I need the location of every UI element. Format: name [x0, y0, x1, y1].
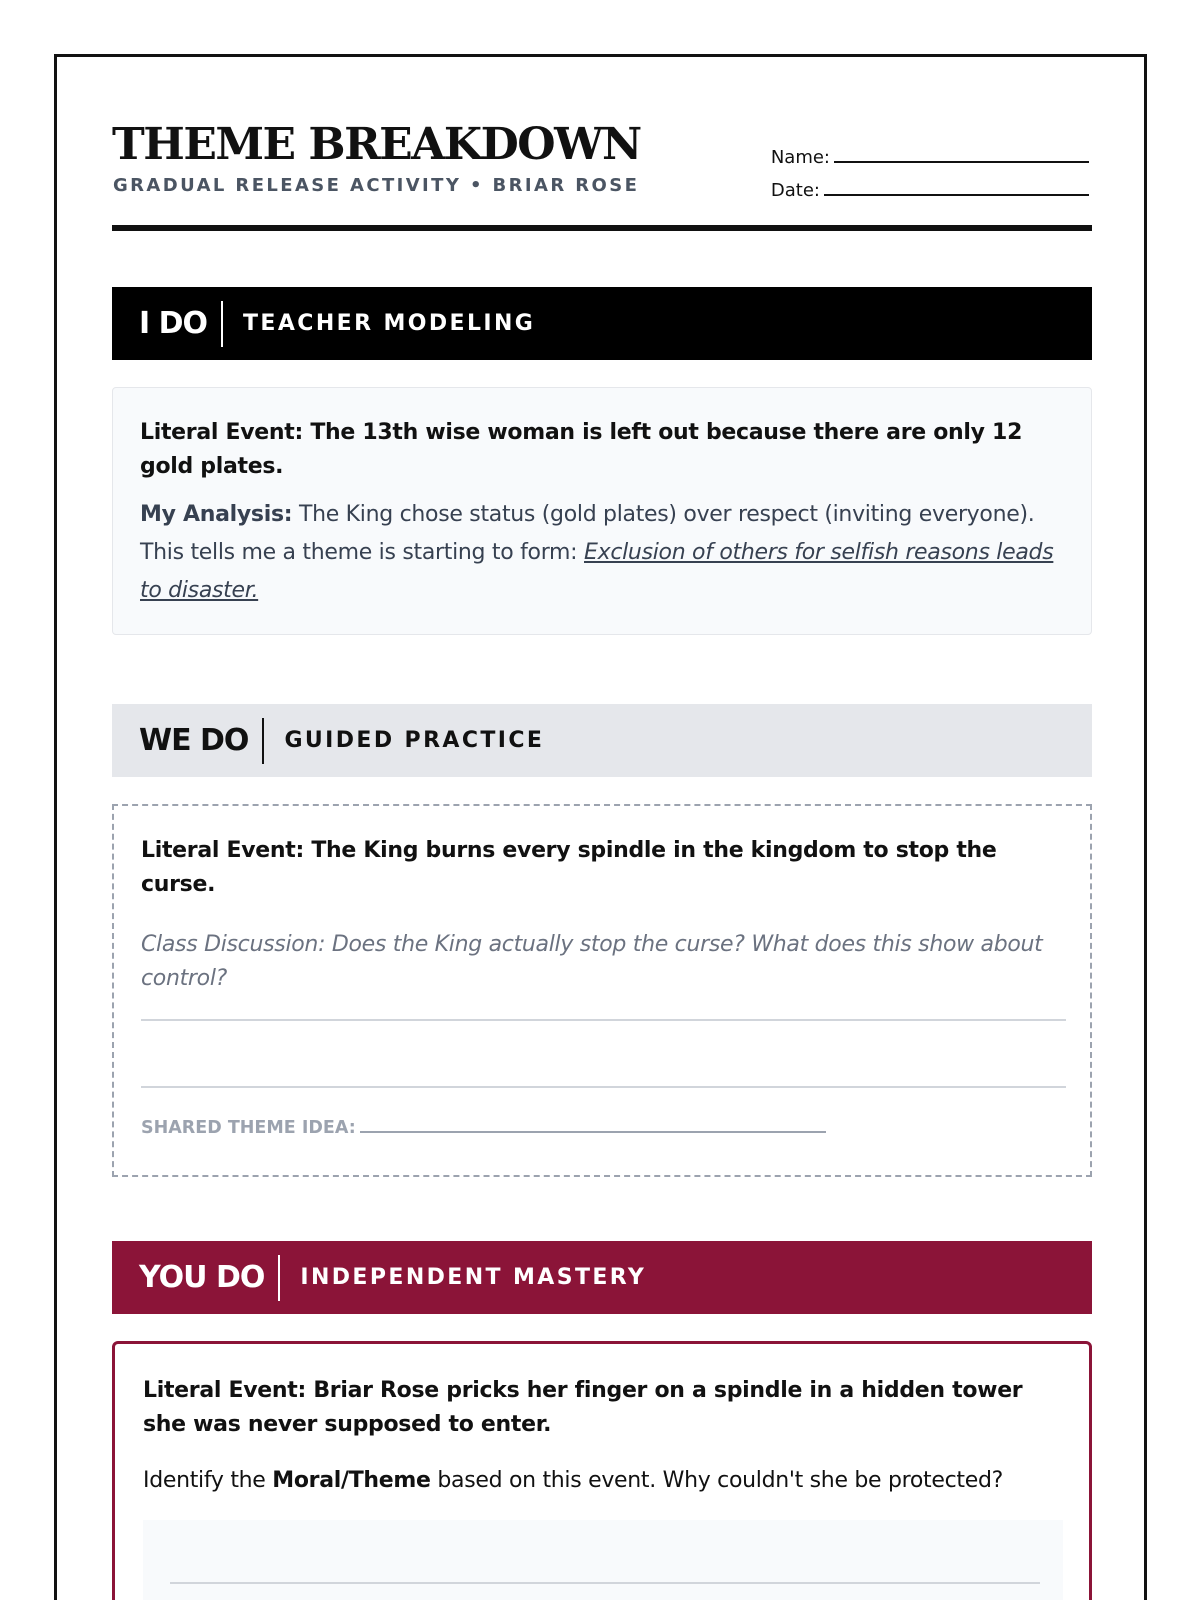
- worksheet-subtitle: GRADUAL RELEASE ACTIVITY • BRIAR ROSE: [113, 175, 640, 196]
- you-do-label: YOU DO: [139, 1255, 280, 1301]
- date-blank[interactable]: [824, 180, 1089, 196]
- prompt-bold: Moral/Theme: [272, 1468, 431, 1493]
- worksheet-page: [54, 54, 1147, 1600]
- i-do-section-header: [112, 287, 1092, 360]
- student-info-fields: [771, 141, 1089, 207]
- prompt-end: based on this event. Why couldn't she be protected?: [430, 1468, 1004, 1493]
- worksheet-title: THEME BREAKDOWN: [112, 119, 641, 170]
- you-do-heading: INDEPENDENT MASTERY: [300, 1265, 647, 1290]
- shared-theme-blank[interactable]: [360, 1119, 826, 1133]
- you-do-prompt: [143, 1464, 1061, 1498]
- analysis-label: My Analysis:: [140, 502, 293, 527]
- date-label: Date:: [770, 180, 820, 201]
- name-field[interactable]: [771, 141, 1089, 174]
- date-field[interactable]: [771, 174, 1089, 207]
- writing-line-2[interactable]: [141, 1086, 1066, 1088]
- you-do-box: [112, 1341, 1092, 1600]
- i-do-event: Literal Event: The 13th wise woman is left out because there are only 12 gold plates.: [140, 420, 1023, 479]
- i-do-analysis: [140, 496, 1064, 610]
- i-do-label: I DO: [139, 301, 223, 347]
- you-do-section-header: [112, 1241, 1092, 1314]
- you-do-event: Literal Event: Briar Rose pricks her finger on a spindle in a hidden tower she was never supposed to enter.: [143, 1378, 1023, 1437]
- we-do-section-header: [112, 704, 1092, 777]
- analysis-text: The King chose status (gold plates) over respect (inviting everyone). This tells me a theme is starting to form:: [140, 502, 1035, 565]
- name-label: Name:: [770, 147, 830, 168]
- shared-theme-field[interactable]: [141, 1118, 826, 1138]
- name-blank[interactable]: [834, 147, 1089, 163]
- we-do-event: Literal Event: The King burns every spindle in the kingdom to stop the curse.: [141, 838, 997, 897]
- prompt-start: Identify the: [143, 1468, 273, 1493]
- header-divider: [112, 225, 1092, 231]
- i-do-box: [112, 387, 1092, 635]
- we-do-discussion: Class Discussion: Does the King actually stop the curse? What does this show about control?: [141, 932, 1043, 991]
- shared-theme-label: SHARED THEME IDEA:: [141, 1118, 356, 1138]
- analysis-theme: Exclusion of others for selfish reasons leads to disaster.: [140, 540, 1054, 603]
- we-do-label: WE DO: [139, 718, 264, 764]
- we-do-heading: GUIDED PRACTICE: [284, 728, 545, 753]
- answer-area[interactable]: [143, 1520, 1063, 1600]
- writing-line-1[interactable]: [141, 1019, 1066, 1021]
- we-do-box: [112, 804, 1092, 1177]
- i-do-heading: TEACHER MODELING: [243, 311, 536, 336]
- answer-line[interactable]: [170, 1582, 1040, 1584]
